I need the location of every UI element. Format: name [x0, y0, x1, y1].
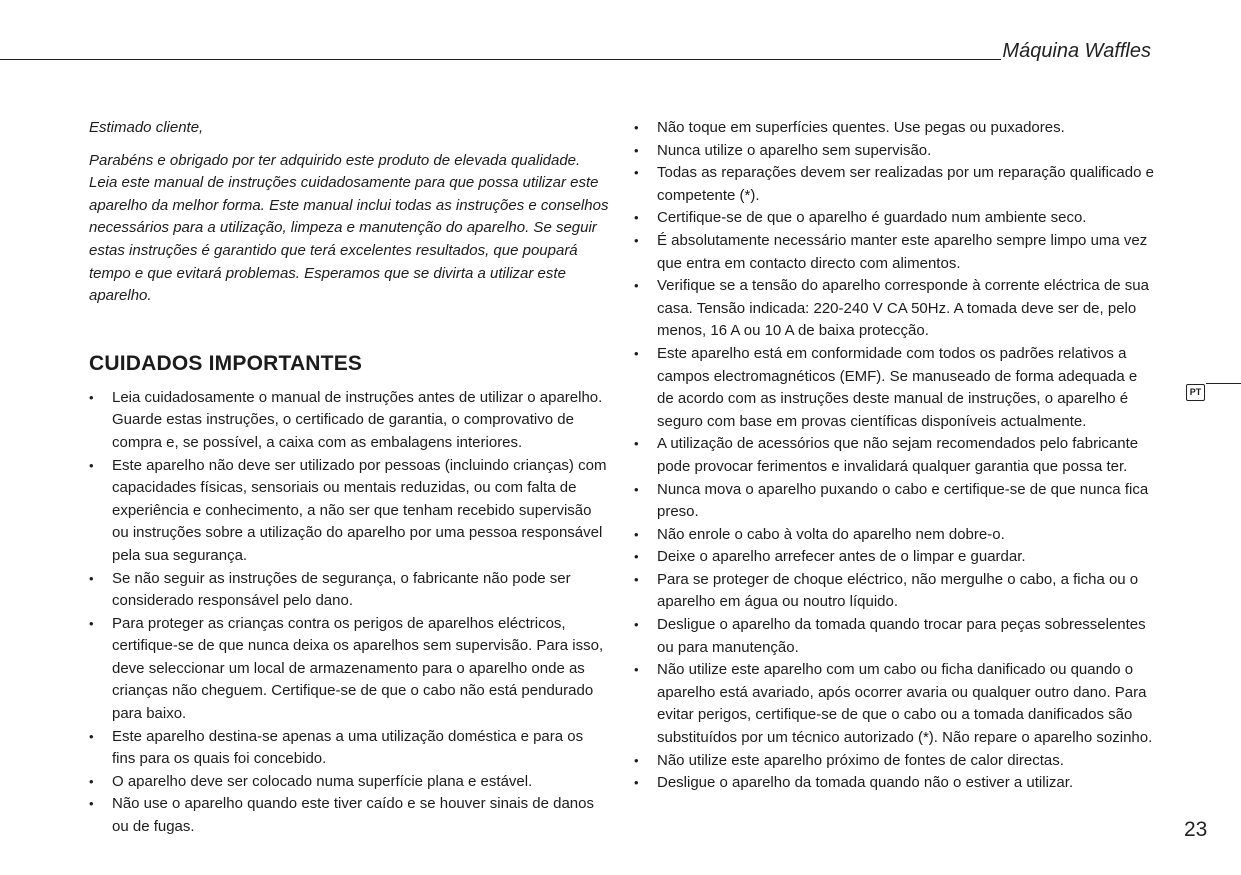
list-item: • Não use o aparelho quando este tiver caído e se houver sinais de danos ou de fugas.: [89, 793, 609, 838]
left-safety-list: [89, 387, 609, 839]
list-item: • Para se proteger de choque eléctrico, não mergulhe o cabo, a ficha ou o aparelho em água ou noutro líquido.: [634, 569, 1154, 614]
greeting: Estimado cliente,: [89, 119, 204, 136]
header-title: Máquina Waffles: [1002, 40, 1151, 62]
right-safety-list: [634, 117, 1154, 795]
list-item: • Se não seguir as instruções de segurança, o fabricante não pode ser considerado responsável pelo dano.: [89, 568, 609, 613]
list-item: • Não utilize este aparelho próximo de fontes de calor directas.: [634, 750, 1154, 773]
list-item: • Todas as reparações devem ser realizadas por um reparação qualificado e competente (*).: [634, 162, 1154, 207]
list-item: • Não toque em superfícies quentes. Use pegas ou puxadores.: [634, 117, 1154, 140]
list-item: • Não utilize este aparelho com um cabo ou ficha danificado ou quando o aparelho está avariado, após ocorrer avaria ou qualquer outro dano. Para evitar perigos, certifique-se de que o cabo ou a tomada danificados são substituídos por um técnico autorizado (*). Não repare o aparelho sozinho.: [634, 659, 1154, 749]
header-rule: [0, 59, 1001, 60]
list-item: • Nunca mova o aparelho puxando o cabo e certifique-se de que nunca fica preso.: [634, 479, 1154, 524]
page-number: 23: [1184, 818, 1208, 841]
list-item: • O aparelho deve ser colocado numa superfície plana e estável.: [89, 771, 609, 794]
list-item: • Para proteger as crianças contra os perigos de aparelhos eléctricos, certifique-se de que nunca deixa os aparelhos sem supervisão. Para isso, deve seleccionar um local de armazenamento para o aparelho onde as crianças não cheguem. Certifique-se de que o cabo não está pendurado para baixo.: [89, 613, 609, 726]
list-item: • Leia cuidadosamente o manual de instruções antes de utilizar o aparelho. Guarde estas instruções, o certificado de garantia, o comprovativo de compra e, se possível, a caixa com as embalagens interiores.: [89, 387, 609, 455]
list-item: • Nunca utilize o aparelho sem supervisão.: [634, 140, 1154, 163]
list-item: • É absolutamente necessário manter este aparelho sempre limpo uma vez que entra em contacto directo com alimentos.: [634, 230, 1154, 275]
list-item: • Este aparelho destina-se apenas a uma utilização doméstica e para os fins para os quais foi concebido.: [89, 726, 609, 771]
list-item: • Este aparelho está em conformidade com todos os padrões relativos a campos electromagnéticos (EMF). Se manuseado de forma adequada e de acordo com as instruções deste manual de instruções, o aparelho é seguro com base em provas científicas disponíveis actualmente.: [634, 343, 1154, 433]
right-column: [634, 117, 1154, 795]
language-tab-rule: [1206, 383, 1241, 384]
list-item: • Não enrole o cabo à volta do aparelho nem dobre-o.: [634, 524, 1154, 547]
list-item: • Este aparelho não deve ser utilizado por pessoas (incluindo crianças) com capacidades físicas, sensoriais ou mentais reduzidas, ou com falta de experiência e conhecimento, a não ser que tenham recebido supervisão ou instruções sobre a utilização do aparelho por uma pessoa responsável pela sua segurança.: [89, 455, 609, 568]
language-tab: PT: [1186, 384, 1205, 401]
section-title: CUIDADOS IMPORTANTES: [89, 351, 363, 375]
list-item: • Certifique-se de que o aparelho é guardado num ambiente seco.: [634, 207, 1154, 230]
list-item: • A utilização de acessórios que não sejam recomendados pelo fabricante pode provocar ferimentos e invalidará qualquer garantia que possa ter.: [634, 433, 1154, 478]
list-item: • Desligue o aparelho da tomada quando não o estiver a utilizar.: [634, 772, 1154, 795]
left-column: [89, 117, 609, 839]
list-item: • Desligue o aparelho da tomada quando trocar para peças sobresselentes ou para manutenção.: [634, 614, 1154, 659]
list-item: • Deixe o aparelho arrefecer antes de o limpar e guardar.: [634, 546, 1154, 569]
list-item: • Verifique se a tensão do aparelho corresponde à corrente eléctrica de sua casa. Tensão indicada: 220-240 V CA 50Hz. A tomada deve ser de, pelo menos, 16 A ou 10 A de baixa protecção.: [634, 275, 1154, 343]
intro-paragraph: Parabéns e obrigado por ter adquirido este produto de elevada qualidade. Leia este manual de instruções cuidadosamente para que possa utilizar este aparelho da melhor forma. Este manual inclui todas as instruções e conselhos necessários para a utilização, limpeza e manutenção do aparelho. Se seguir estas instruções é garantido que terá excelentes resultados, que poupará tempo e que evitará problemas. Esperamos que se divirta a utilizar este aparelho.: [89, 151, 609, 305]
